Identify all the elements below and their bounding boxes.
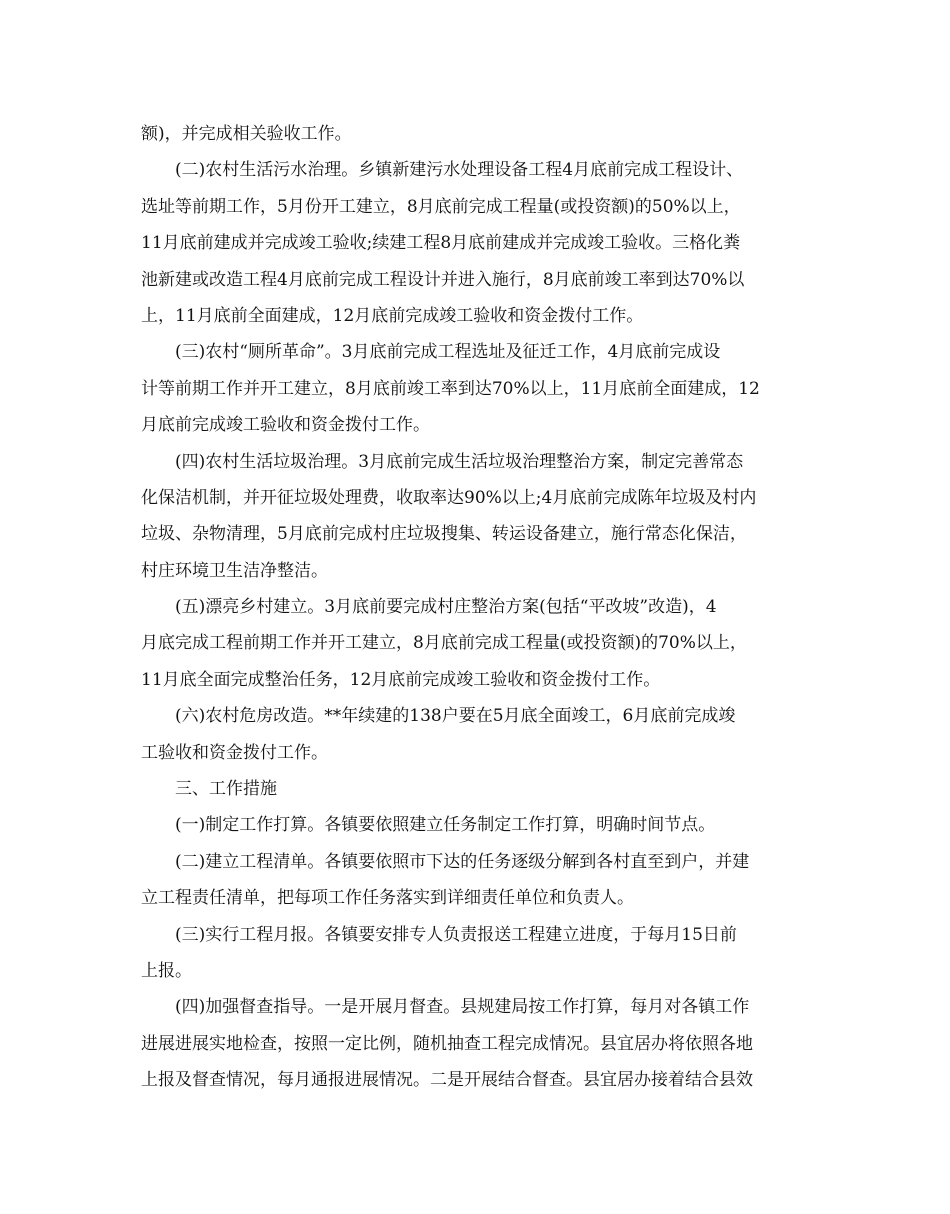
text-line: 进展进展实地检查，按照一定比例，随机抽查工程完成情况。县宜居办将依照各地 bbox=[141, 1033, 753, 1054]
paragraph-start-line: (二)建立工程清单。各镇要依照市下达的任务逐级分解到各村直至到户，并建 bbox=[175, 851, 750, 872]
paragraph-start-line: (四)农村生活垃圾治理。3月底前完成生活垃圾治理整治方案，制定完善常态 bbox=[175, 451, 744, 472]
text-line: 额)，并完成相关验收工作。 bbox=[141, 124, 352, 144]
text-line: 11月底全面完成整治任务，12月底前完成竣工验收和资金拨付工作。 bbox=[141, 669, 661, 690]
paragraph-start-line: (四)加强督查指导。一是开展月督查。县规建局按工作打算，每月对各镇工作 bbox=[175, 997, 750, 1018]
section-heading: 三、工作措施 bbox=[175, 779, 277, 800]
paragraph-start-line: (三)实行工程月报。各镇要安排专人负责报送工程建立进度，于每月15日前 bbox=[175, 924, 737, 945]
text-line: 池新建或改造工程4月底前完成工程设计并进入施行，8月底前竣工率到达70%以 bbox=[141, 269, 745, 290]
text-line: 月底前完成竣工验收和资金拨付工作。 bbox=[141, 415, 430, 436]
text-line: 村庄环境卫生洁净整洁。 bbox=[141, 560, 328, 581]
paragraph-start-line: (五)漂亮乡村建立。3月底前要完成村庄整治方案(包括“平改坡”改造)，4 bbox=[175, 597, 717, 618]
text-line: 月底完成工程前期工作并开工建立，8月底前完成工程量(或投资额)的70%以上， bbox=[141, 633, 747, 654]
document-body bbox=[141, 116, 829, 1099]
text-line: 上报及督查情况，每月通报进展情况。二是开展结合督查。县宜居办接着结合县效 bbox=[141, 1070, 753, 1091]
text-line: 工验收和资金拨付工作。 bbox=[141, 742, 328, 763]
paragraph-start-line: (三)农村“厕所革命”。3月底前完成工程选址及征迁工作，4月底前完成设 bbox=[175, 342, 721, 363]
text-line: 计等前期工作并开工建立，8月底前竣工率到达70%以上，11月底前全面建成，12 bbox=[141, 378, 760, 399]
paragraph-start-line: (六)农村危房改造。**年续建的138户要在5月底全面竣工，6月底前完成竣 bbox=[175, 706, 736, 727]
text-line: 11月底前建成并完成竣工验收;续建工程8月底前建成并完成竣工验收。三格化粪 bbox=[141, 233, 741, 254]
text-line: 化保洁机制，并开征垃圾处理费，收取率达90%以上;4月底前完成陈年垃圾及村内 bbox=[141, 487, 757, 508]
text-line: 上报。 bbox=[141, 960, 192, 981]
text-line: 选址等前期工作，5月份开工建立，8月底前完成工程量(或投资额)的50%以上， bbox=[141, 196, 741, 217]
paragraph-start-line: (一)制定工作打算。各镇要依照建立任务制定工作打算，明确时间节点。 bbox=[175, 815, 716, 836]
paragraph-start-line: (二)农村生活污水治理。乡镇新建污水处理设备工程4月底前完成工程设计、 bbox=[175, 160, 744, 181]
text-line: 上，11月底前全面建成，12月底前完成竣工验收和资金拨付工作。 bbox=[141, 305, 644, 326]
text-line: 垃圾、杂物清理，5月底前完成村庄垃圾搜集、转运设备建立，施行常态化保洁， bbox=[141, 524, 747, 545]
text-line: 立工程责任清单，把每项工作任务落实到详细责任单位和负责人。 bbox=[141, 888, 634, 909]
